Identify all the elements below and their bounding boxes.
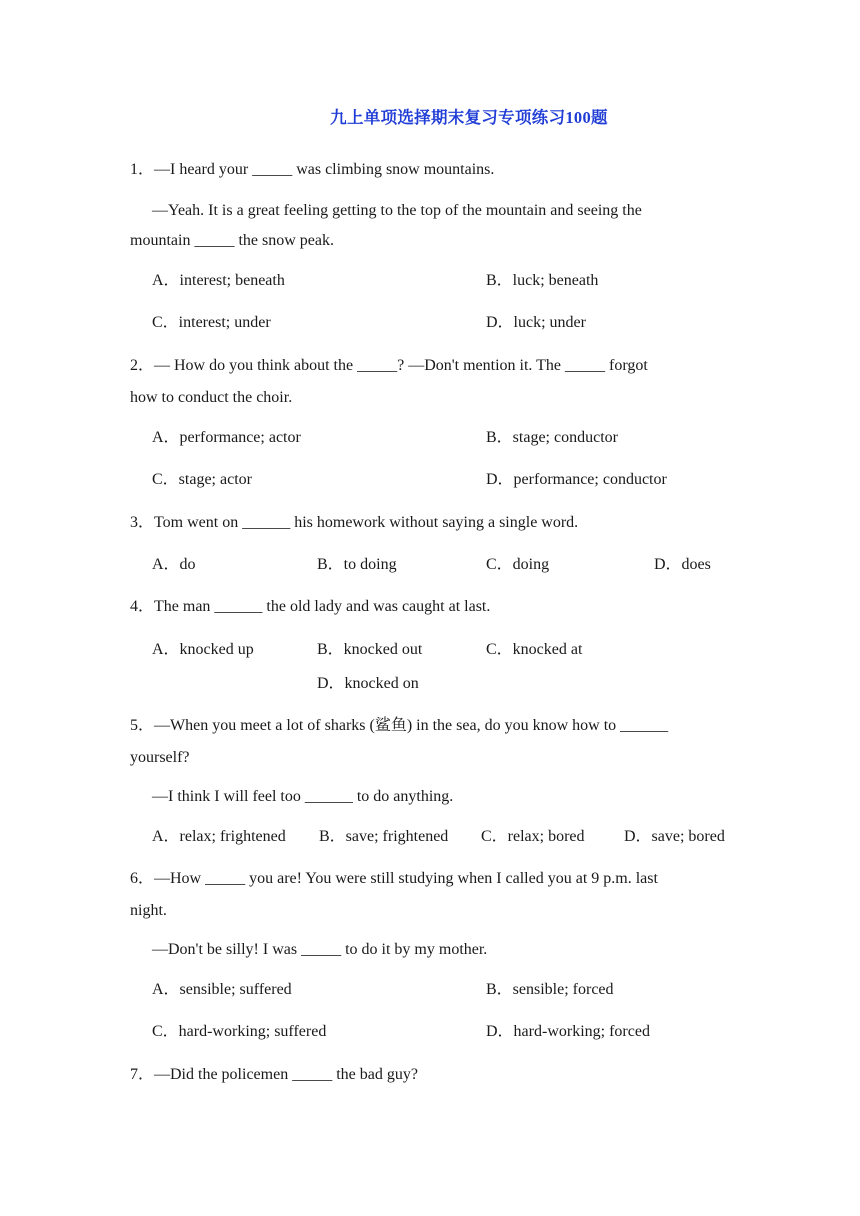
question-2-option-a: A．performance; actor [152,429,301,446]
question-1-option-a: A．interest; beneath [152,272,285,289]
question-2-stem: 2．— How do you think about the _____? —Don't mention it. The _____ forgot [130,357,648,374]
question-5-line-3: —I think I will feel too ______ to do anything. [152,788,454,805]
question-1-option-b: B．luck; beneath [486,272,599,289]
question-6-line-3: —Don't be silly! I was _____ to do it by my mother. [152,941,488,958]
question-4-option-c: C．knocked at [486,641,583,658]
question-6-option-d: D．hard-working; forced [486,1023,650,1040]
question-5-line-2: yourself? [130,749,190,766]
question-6-line-2: night. [130,902,167,919]
question-4-option-b: B．knocked out [317,641,423,658]
question-1-option-c: C．interest; under [152,314,271,331]
question-7-stem: 7．—Did the policemen _____ the bad guy? [130,1066,418,1083]
question-1-option-d: D．luck; under [486,314,586,331]
question-5-stem: 5．—When you meet a lot of sharks (鲨鱼) in the sea, do you know how to ______ [130,717,669,734]
question-3-option-a: A．do [152,556,196,573]
question-2-option-b: B．stage; conductor [486,429,618,446]
question-4-stem: 4．The man ______ the old lady and was caught at last. [130,598,491,615]
question-6-option-b: B．sensible; forced [486,981,614,998]
question-5-option-d: D．save; bored [624,828,725,845]
document-title: 九上单项选择期末复习专项练习100题 [330,108,608,127]
question-6-stem: 6．—How _____ you are! You were still studying when I called you at 9 p.m. last [130,870,658,887]
question-5-option-b: B．save; frightened [319,828,449,845]
question-5-option-c: C．relax; bored [481,828,585,845]
question-6-option-c: C．hard-working; suffered [152,1023,327,1040]
question-3-stem: 3．Tom went on ______ his homework without saying a single word. [130,514,579,531]
question-1-stem: 1．—I heard your _____ was climbing snow mountains. [130,161,495,178]
question-2-option-d: D．performance; conductor [486,471,667,488]
question-5-option-a: A．relax; frightened [152,828,286,845]
question-1-line-2: —Yeah. It is a great feeling getting to the top of the mountain and seeing the [152,202,642,219]
question-3-option-b: B．to doing [317,556,397,573]
question-6-option-a: A．sensible; suffered [152,981,292,998]
question-4-option-d: D．knocked on [317,675,419,692]
question-2-option-c: C．stage; actor [152,471,252,488]
question-2-line-2: how to conduct the choir. [130,389,293,406]
question-4-option-a: A．knocked up [152,641,254,658]
question-3-option-c: C．doing [486,556,550,573]
question-3-option-d: D．does [654,556,711,573]
question-1-line-3: mountain _____ the snow peak. [130,232,334,249]
